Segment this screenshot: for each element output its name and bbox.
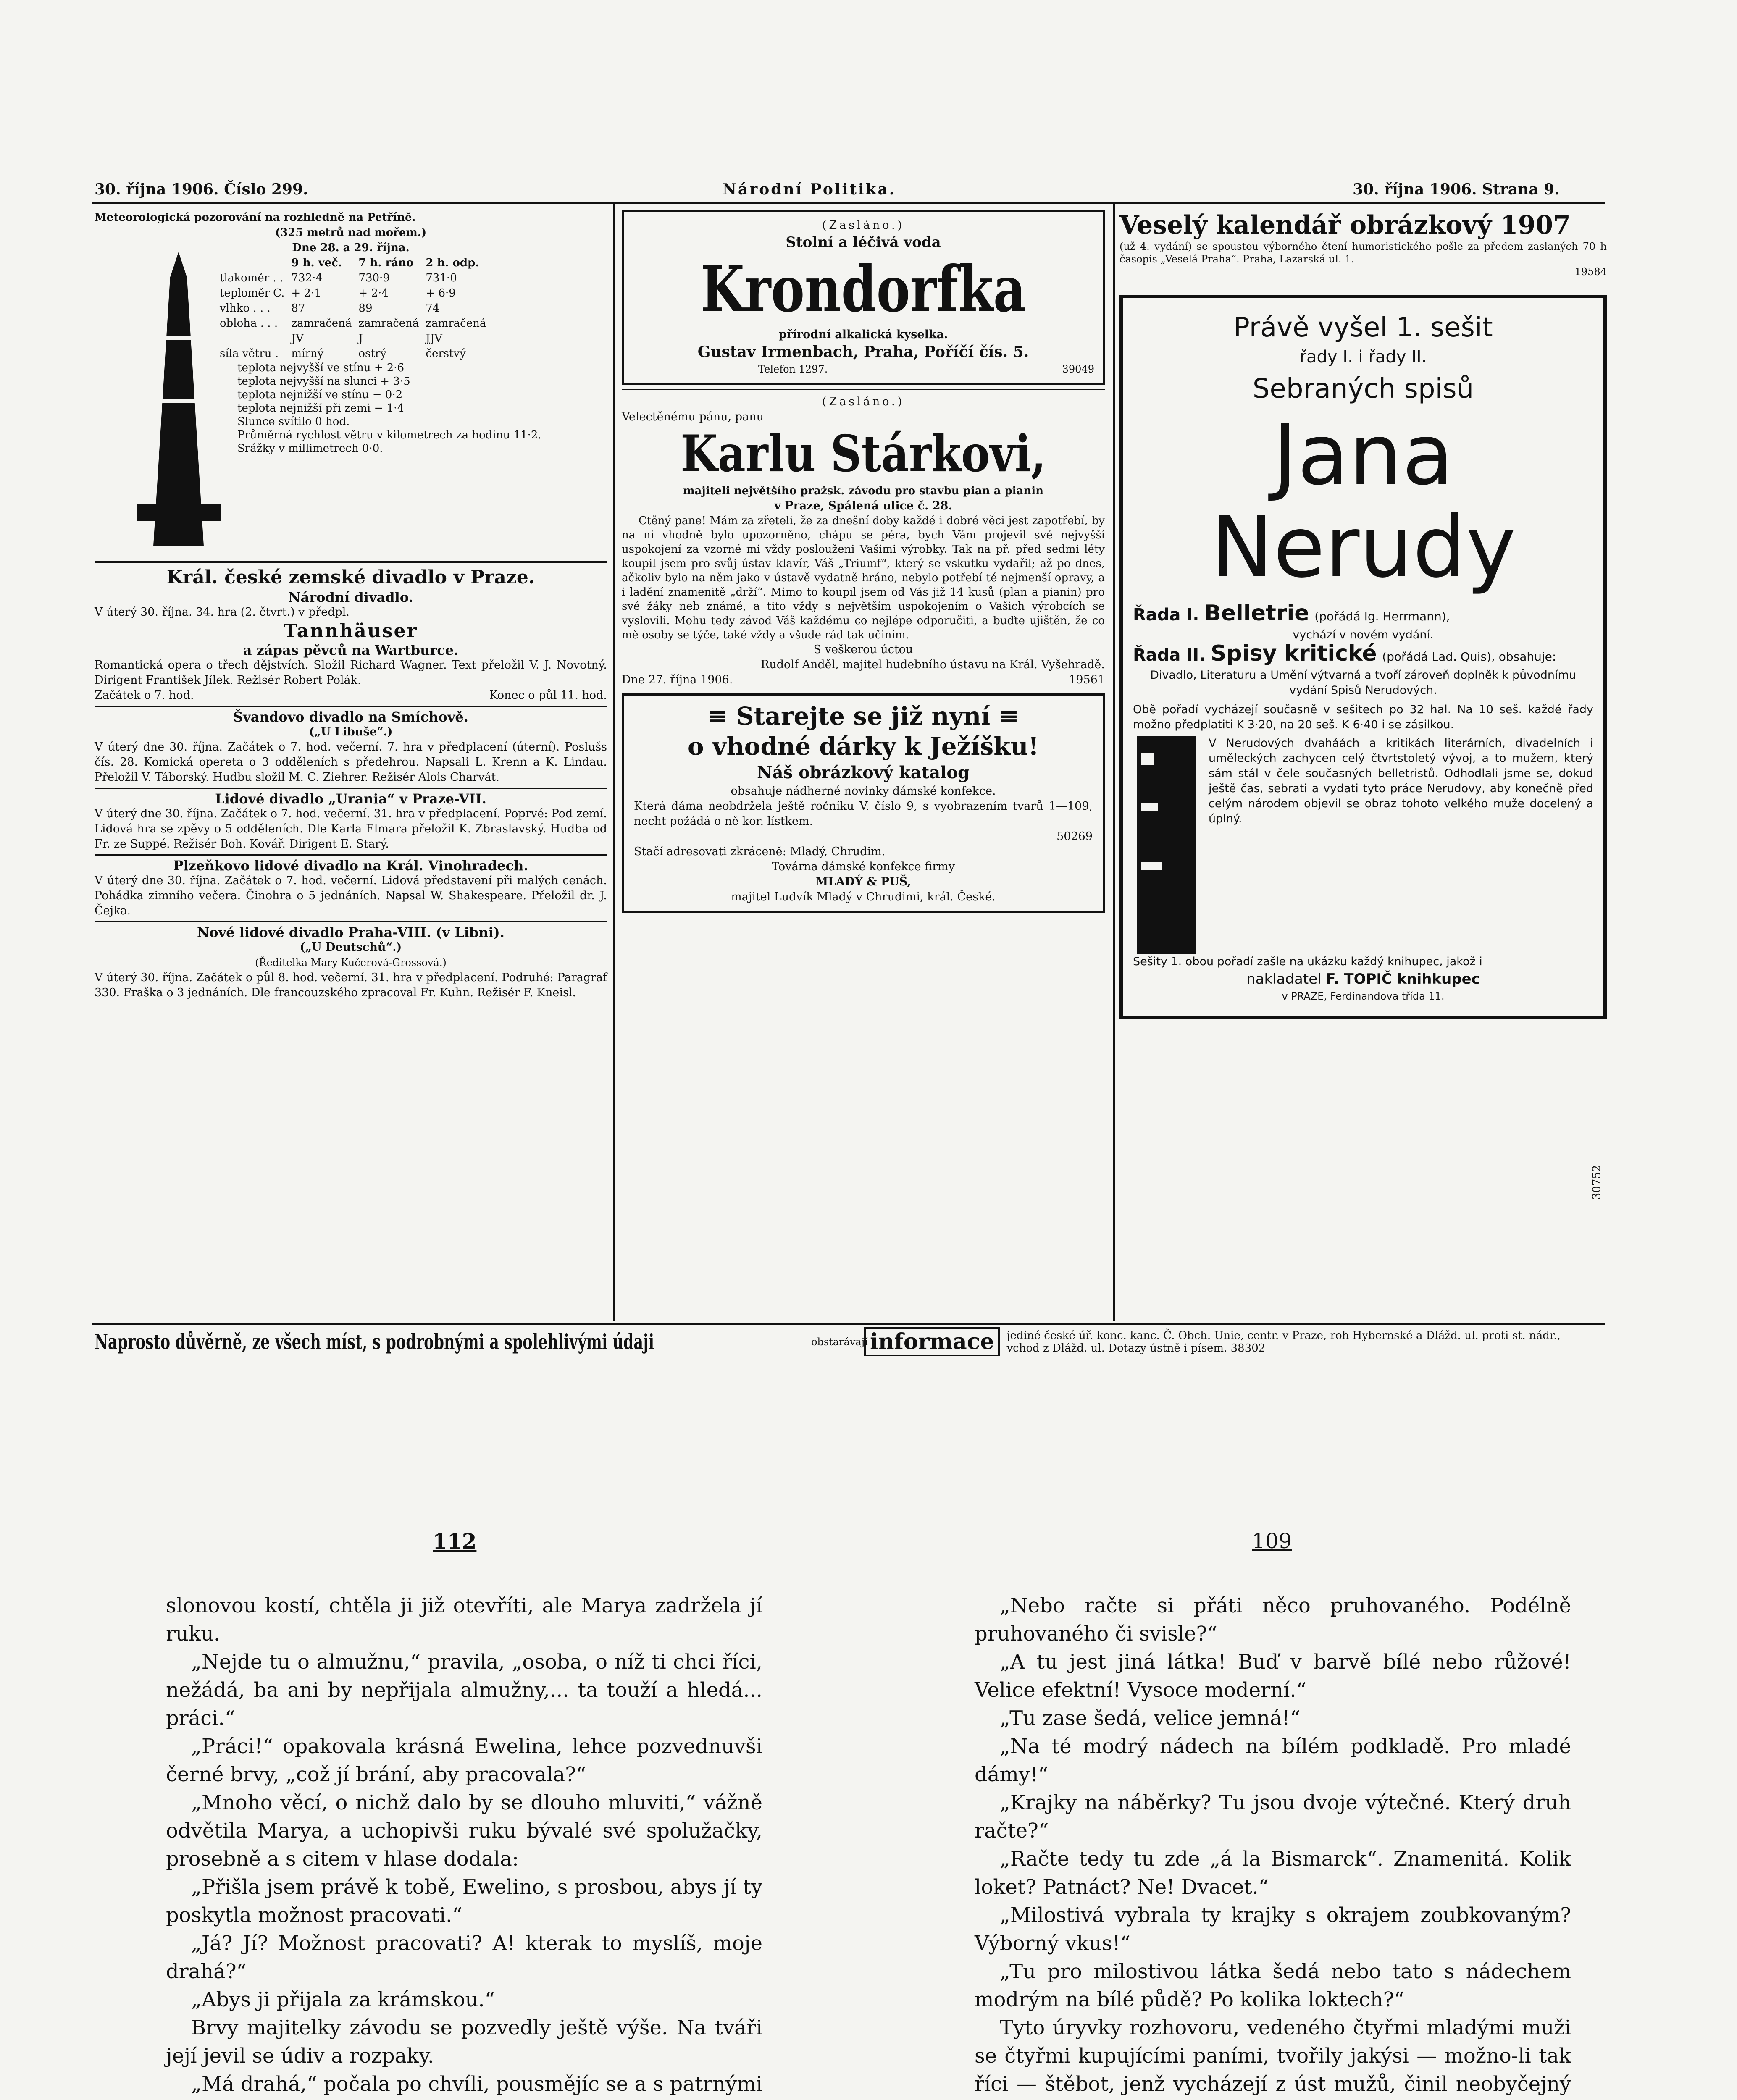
neruda-row1 (1133, 602, 1593, 627)
row1-note: (pořádá Ig. Herrmann), (1314, 609, 1450, 623)
neruda-row2 (1133, 643, 1593, 668)
theatre1-play: Tannhäuser (284, 620, 418, 642)
mlady-catalog: Náš obrázkový katalog (757, 763, 970, 782)
header-center: Národní Politika. (723, 181, 896, 198)
meteo-extra: teplota nejvyšší na slunci + 3·5 (237, 375, 410, 388)
calendar-text: (už 4. vydání) se spoustou výborného čtení humoristického pošle za předem zaslaných 70 h časopis „Veselá Praha“. Praha, Lazarská ul. 1. (1119, 241, 1607, 265)
krondorf-top: Stolní a léčivá voda (786, 234, 941, 251)
book-paragraph: Brvy majitelky závodu se pozvedly ještě výše. Na tváři její jevil se údiv a rozpaky. (166, 2016, 762, 2068)
letter-text: Ctěný pane! Mám za zřeteli, že za dnešní doby každé i dobré věci jest zapotřebí, by na ni vhodně bylo upozorněno, chápu se péra, bych Vám projevil své nejvyšší uspokojení za vzorné mi vždy poslouženi Vašimi výrobky. Tak na př. před sedmi léty koupil jsem pro svůj ústav klavír, Váš „Triumf“, který se vskutku vydařil; až po dnes, ačkoliv bylo na něm jako v ústavě vydatně hráno, nebylo potřebí té nejmenší opravy, a i ladění znamenitě „drží“. Mimo to koupil jsem od Vás již 14 kusů (plan a pianin) pro své žáky neb známé, a tito vždy s největším uspokojením o Vašich výrobcích se vyslovili. Mohu tedy závod Váš každému co nejlépe odporučiti, a buďte ujištěn, že co mě osoby se týče, také vždy a všude rád tak učiním. (622, 514, 1105, 641)
section-rule (622, 389, 1105, 390)
section-rule (95, 561, 607, 563)
zaslano-label: (Zasláno.) (822, 395, 905, 408)
book-paragraph: „Milostivá vybrala ty krajky s okrajem zoubkovaným? Výborný vkus!“ (975, 1903, 1571, 1955)
section-rule (95, 788, 607, 789)
column-divider (1113, 204, 1115, 1321)
krondorf-tel: Telefon 1297. (758, 363, 828, 375)
theatre1-title: Král. české zemské divadlo v Praze. (166, 567, 535, 588)
row1-label: Řada I. (1133, 605, 1199, 625)
theatre2-title: Švandovo divadlo na Smíchově. (233, 709, 468, 725)
bottom-obtain: obstarávají (811, 1336, 868, 1348)
meteo-extra: Slunce svítilo 0 hod. (237, 415, 350, 428)
neruda-sub: Sebraných spisů (1252, 373, 1474, 404)
column-3 (1119, 210, 1607, 1019)
meteo-cell: zamračená (358, 317, 419, 330)
meteo-head-cell: 2 h. odp. (426, 257, 479, 269)
book-page-number-left: 112 (433, 1529, 477, 1554)
header-left: 30. října 1906. Číslo 299. (95, 181, 308, 198)
petrin-tower-image (120, 252, 237, 554)
theatre5-title: Nové lidové divadlo Praha-VIII. (v Libni). (197, 924, 505, 940)
name-headline: Karlu Stárkovi, (681, 424, 1046, 483)
meteo-table-row (216, 331, 489, 346)
publisher-pre: nakladatel (1246, 971, 1322, 987)
mlady-ad (622, 693, 1105, 913)
meteo-extra: Průměrná rychlost větru v kilometrech za hodinu 11·2. (237, 429, 541, 441)
addr-line: v Praze, Spálená ulice č. 28. (774, 499, 952, 512)
mlady-line1 (634, 701, 1093, 731)
theatre1-desc: Romantická opera o třech dějstvích. Složil Richard Wagner. Text přeložil V. J. Novotný. Dirigent František Jílek. Režisér Robert Polák. (95, 659, 607, 687)
letter-date: Dne 27. října 1906. (622, 673, 733, 686)
sesity-text: Sešity 1. obou pořadí zašle na ukázku každý knihupec, jakož i (1133, 955, 1482, 968)
neruda-rows: řady I. i řady II. (1299, 347, 1427, 367)
meteo-table-row (216, 301, 489, 316)
meteo-cell: JV (291, 332, 304, 345)
theatre4-title: Plzeňkovo lidové divadlo na Král. Vinohradech. (173, 858, 528, 874)
neruda-text: V Nerudových dvaháách a kritikách literárních, divadelních i uměleckých zachycen celý čtvrtstoletý vývoj, a to mužem, který sám stál v čele současných belletristů. Odhodlali jsme se, dokud ještě čas, sebrati a vydati tyto práce Nerudovy, aby konečně před celým národem objevil se obraz tohoto velkého muže docelený a úplný. (1209, 737, 1593, 825)
krondorf-footer (632, 362, 1094, 377)
book-paragraph: „Tu zase šedá, velice jemná!“ (1000, 1706, 1301, 1730)
book-paragraph: „Má drahá,“ počala po chvíli, pousmějíc se a s patrnými (191, 2072, 762, 2096)
meteo-cell: tlakoměr . . (220, 272, 284, 284)
equals-mark: ≡ (707, 702, 736, 730)
meteo-cell: mírný (291, 347, 324, 360)
book-right-page (975, 1592, 1571, 2100)
bottom-right: jediné české úř. konc. kanc. Č. Obch. Unie, centr. v Praze, roh Hybernské a Dlážd. ul. proti st. nádr., vchod z Dlážd. ul. Dotazy ústně i písem. 38302 (1006, 1329, 1561, 1354)
neruda-ad (1119, 295, 1607, 1019)
mlady-line1-text: Starejte se již nyní (736, 702, 991, 730)
meteo-title: Meteorologická pozorování na rozhledně na Petříně. (95, 211, 416, 224)
letter-num: 19561 (1069, 673, 1105, 686)
theatre3-text: V úterý dne 30. října. Začátek o 7. hod. večerní. 31. hra v předplacení. Poprvé: Pod zemí. Lidová hra se zpěvy o 5 odděleních. Dle Karla Elmara přeložil K. Zbraslavský. Hudba od Fr. ze Suppé. Režisér Boh. Kovář. Dirigent E. Starý. (95, 807, 607, 850)
theatre5-sub2: (Ředitelka Mary Kučerová-Grossová.) (255, 957, 447, 969)
row2-title: Spisy kritické (1211, 641, 1377, 666)
meteo-extra: teplota nejnižší ve stínu − 0·2 (237, 388, 403, 401)
meteo-table-head (216, 255, 489, 270)
section-rule (95, 706, 607, 707)
meteo-cell: 731·0 (426, 272, 457, 284)
neruda-name2: Nerudy (1210, 499, 1516, 596)
neruda-portrait-image (1133, 736, 1200, 954)
equals-mark: ≡ (990, 702, 1020, 730)
theatre1-sub: Národní divadlo. (288, 589, 413, 605)
book-left-page (166, 1592, 762, 2100)
book-paragraph: „Na té modrý nádech na bílém podkladě. Pro mladé dámy!“ (975, 1735, 1571, 1786)
krondorf-num: 39049 (1062, 363, 1094, 375)
theatre1-line: V úterý 30. října. 34. hra (2. čtvrt.) v předpl. (95, 606, 350, 619)
book-page-number-right: 109 (1252, 1529, 1292, 1553)
section-rule (95, 854, 607, 856)
bottom-ad (95, 1327, 1607, 1356)
meteo-table-row (216, 270, 489, 286)
mlady-line2: o vhodné dárky k Ježíšku! (687, 732, 1039, 761)
meteo-head-cell: 7 h. ráno (358, 257, 414, 269)
meteo-extra: teplota nejnižší při zemi − 1·4 (237, 402, 404, 415)
meteo-date: Dne 28. a 29. října. (292, 242, 410, 254)
meteo-extra: Srážky v millimetrech 0·0. (237, 442, 383, 455)
meteo-table (216, 255, 489, 361)
meteo-cell: 730·9 (358, 272, 390, 284)
meteo-cell: zamračená (426, 317, 486, 330)
header-rule (92, 202, 1605, 204)
row1-text: vychází v novém vydání. (1293, 628, 1434, 641)
book-paragraph: „Račte tedy tu zde „á la Bismarck“. Znamenitá. Kolik loket? Patnáct? Ne! Dvacet.“ (975, 1847, 1571, 1899)
mlady-owner: majitel Ludvík Mladý v Chrudimi, král. České. (731, 890, 996, 903)
publisher-name: F. TOPIČ knihkupec (1326, 971, 1480, 987)
meteo-block (95, 210, 607, 559)
meteo-cell: 74 (426, 302, 440, 315)
meteo-table-row (216, 316, 489, 331)
meteo-cell: vlhko . . . (220, 302, 271, 315)
meteo-cell: JJV (426, 332, 443, 345)
book-paragraph: „Abys ji přijala za krámskou.“ (191, 1988, 495, 2011)
meteo-cell: ostrý (358, 347, 386, 360)
book-paragraph: „Přišla jsem právě k tobě, Ewelino, s prosbou, abys jí ty poskytla možnost pracovati.“ (166, 1875, 762, 1927)
theatre1-play2: a zápas pěvců na Wartburce. (243, 642, 459, 658)
neruda-head: Právě vyšel 1. sešit (1233, 312, 1493, 343)
book-paragraph: „Krajky na náběrky? Tu jsou dvoje výtečné. Který druh račte?“ (975, 1791, 1571, 1843)
publisher-line (1133, 969, 1593, 989)
meteo-cell: + 6·9 (426, 287, 456, 299)
meteo-cell: + 2·1 (291, 287, 321, 299)
mlady-desc: obsahuje nádherné novinky dámské konfekce. (731, 785, 996, 798)
publisher-addr: v PRAZE, Ferdinandova třída 11. (1282, 990, 1445, 1002)
column-divider (613, 204, 615, 1321)
theatre5-sub: („U Deutschů“.) (300, 941, 402, 954)
mlady-addr: Stačí adresovati zkráceně: Mladý, Chrudim. (634, 845, 886, 858)
mlady-firm: MLADÝ & PUŠ, (815, 875, 911, 888)
theatre3-title: Lidové divadlo „Urania“ v Praze-VII. (215, 791, 486, 807)
row2-note: (pořádá Lad. Quis), obsahuje: (1382, 650, 1556, 664)
book-paragraph: „Mnoho věcí, o nichž dalo by se dlouho mluviti,“ vážně odvětila Marya, a uchopivši ruku bývalé své spolužačky, prosebně a s citem v hlase dodala: (166, 1791, 762, 1871)
theatre1-times (95, 688, 607, 703)
row2-text: Divadlo, Literaturu a Umění výtvarná a tvoří zároveň doplněk k původnímu vydání Spisů Nerudových. (1150, 669, 1576, 697)
calendar-num: 19584 (1574, 266, 1607, 278)
column-1 (95, 210, 607, 1000)
meteo-cell: 89 (358, 302, 373, 315)
row1-title: Belletrie (1204, 601, 1309, 626)
bottom-info: informace (864, 1327, 1000, 1356)
book-paragraph: „A tu jest jiná látka! Buď v barvě bílé nebo růžové! Velice efektní! Vysoce moderní.“ (975, 1650, 1571, 1702)
theatre1-end: Konec o půl 11. hod. (489, 689, 607, 702)
book-paragraph: „Já? Jí? Možnost pracovati? A! kterak to myslíš, moje drahá?“ (166, 1932, 762, 1983)
date-line (622, 672, 1105, 688)
section-rule (95, 921, 607, 922)
both-text: Obě pořadí vycházejí současně v sešitech po 32 hal. Na 10 seš. každé řady možno předplatiti K 3·20, na 20 seš. K 6·40 i se zásilkou. (1133, 703, 1593, 731)
book-paragraph: Tyto úryvky rozhovoru, vedeného čtyřmi mladými muži se čtyřmi kupujícími paními, tvořily jakýsi — možno-li tak říci — štěbot, jenž vycházejí z úst mužů, činil neobyčejný (975, 2016, 1571, 2096)
meteo-cell: J (358, 332, 363, 345)
book-paragraph: „Nebo račte si přáti něco pruhovaného. Podélně pruhovaného či svisle?“ (975, 1594, 1571, 1646)
meteo-cell: 87 (291, 302, 305, 315)
neruda-name1: Jana (1272, 406, 1454, 504)
meteo-table-row (216, 346, 489, 361)
side-number: 30752 (1590, 1165, 1603, 1200)
mlady-num: 50269 (1056, 830, 1093, 843)
meteo-head-cell: 9 h. več. (291, 257, 342, 269)
zaslano-label: (Zasláno.) (822, 219, 905, 232)
meteo-cell: + 2·4 (358, 287, 389, 299)
krondorf-ad (622, 210, 1105, 385)
calendar-title: Veselý kalendář obrázkový 1907 (1119, 210, 1571, 240)
theatre1-start: Začátek o 7. hod. (95, 689, 194, 702)
regards: S veškerou úctou (813, 643, 913, 656)
bottom-rule (92, 1323, 1605, 1325)
krondorf-sub: přírodní alkalická kyselka. (778, 328, 948, 341)
theatre2-text: V úterý dne 30. října. Začátek o 7. hod. večerní. 7. hra v předplacení (úterní). Poslušs čís. 28. Komická opereta o 3 odděleních s předehrou. Napsali L. Krenn a K. Lindau. Přeložil V. Táborský. Hudbu složil M. C. Ziehrer. Režisér Alois Charvát. (95, 740, 607, 784)
mlady-text: Která dáma neobdržela ještě ročníku V. číslo 9, s vyobrazením tvarů 1—109, necht požádá o ně kor. lístkem. (634, 800, 1093, 828)
row2-label: Řada II. (1133, 646, 1206, 665)
theatre4-text: V úterý dne 30. října. Začátek o 7. hod. večerní. Lidová představení při malých cenách. Pohádka zimního večera. Činohra o 5 jednáních. Napsal W. Shakespeare. Přeložil dr. J. Čejka. (95, 874, 607, 917)
theatre2-sub: („U Libuše“.) (309, 725, 393, 738)
krondorf-dealer: Gustav Irmenbach, Praha, Poříčí čís. 5. (697, 343, 1029, 361)
owner-line: majiteli největšího pražsk. závodu pro stavbu pian a pianin (683, 485, 1044, 497)
mlady-factory: Továrna dámské konfekce firmy (771, 860, 955, 873)
addressee: Velectěnému pánu, panu (622, 410, 764, 423)
meteo-extra: teplota nejvyšší ve stínu + 2·6 (237, 362, 405, 374)
meteo-subtitle: (325 metrů nad mořem.) (275, 226, 427, 239)
header-right: 30. října 1906. Strana 9. (1353, 181, 1560, 198)
signature: Rudolf Anděl, majitel hudebního ústavu na Král. Vyšehradě. (761, 658, 1105, 671)
neruda-body (1133, 736, 1593, 954)
book-paragraph: „Práci!“ opakovala krásná Ewelina, lehce pozvednuvši černé brvy, „což jí brání, aby pracovala?“ (166, 1735, 762, 1786)
book-paragraph: „Nejde tu o almužnu,“ pravila, „osoba, o níž ti chci říci, nežádá, ba ani by nepřijala almužny,... ta touží a hledá... práci.“ (166, 1650, 762, 1730)
meteo-cell: síla větru . (220, 347, 279, 360)
book-paragraph: slonovou kostí, chtěla ji již otevříti, ale Marya zadržela jí ruku. (166, 1594, 762, 1646)
krondorf-brand: Krondorfka (700, 252, 1026, 326)
bottom-main: Naprosto důvěrně, ze všech míst, s podrobnými a spolehlivými údaji (95, 1329, 654, 1354)
meteo-cell: obloha . . . (220, 317, 278, 330)
book-paragraph: „Tu pro milostivou látka šedá nebo tato s nádechem modrým na bílé půdě? Po kolika loktech?“ (975, 1960, 1571, 2011)
meteo-cell: zamračená (291, 317, 352, 330)
theatre5-text: V úterý 30. října. Začátek o půl 8. hod. večerní. 31. hra v předplacení. Podruhé: Paragraf 330. Fraška o 3 jednáních. Dle francouzského zpracoval Fr. Kuhn. Režisér F. Kneisl. (95, 971, 607, 999)
meteo-cell: čerstvý (426, 347, 466, 360)
meteo-cell: 732·4 (291, 272, 323, 284)
column-2 (622, 210, 1105, 913)
meteo-table-row (216, 286, 489, 301)
meteo-cell: teploměr C. (220, 287, 285, 299)
